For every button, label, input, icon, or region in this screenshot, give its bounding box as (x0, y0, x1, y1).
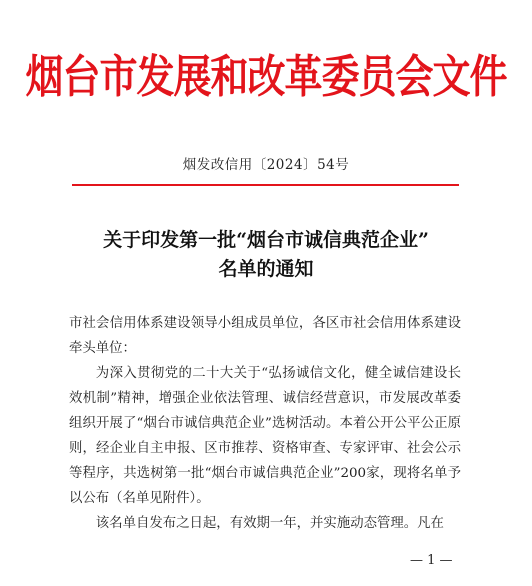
body-paragraph-1: 为深入贯彻党的二十大关于“弘扬诚信文化，健全诚信建设长效机制”精神，增强企业依法管理、诚信经营意识，市发展改革委组织开展了“烟台市诚信典范企业”选树活动。本着公开公平公正原则，经企业自主申报、区市推荐、资格审查、专家评审、社会公示等程序，共选树第一批“烟台市诚信典范企业”200家，现将名单予以公布（名单见附件）。 (69, 366, 461, 506)
document-header-title: 烟台市发展和改革委员会文件 (25, 49, 507, 103)
addressee-paragraph: 市社会信用体系建设领导小组成员单位，各区市社会信用体系建设牵头单位： (69, 316, 461, 356)
page-number: — 1 — (410, 553, 453, 568)
document-body (69, 311, 461, 536)
red-divider-line (72, 184, 459, 186)
notice-title (0, 226, 532, 284)
notice-title-line-1: 关于印发第一批“烟台市诚信典范企业” (103, 229, 429, 251)
document-number: 烟发改信用〔2024〕54号 (182, 157, 350, 173)
body-paragraph-2: 该名单自发布之日起，有效期一年，并实施动态管理。凡在 (95, 516, 444, 531)
notice-title-line-2: 名单的通知 (218, 258, 314, 280)
